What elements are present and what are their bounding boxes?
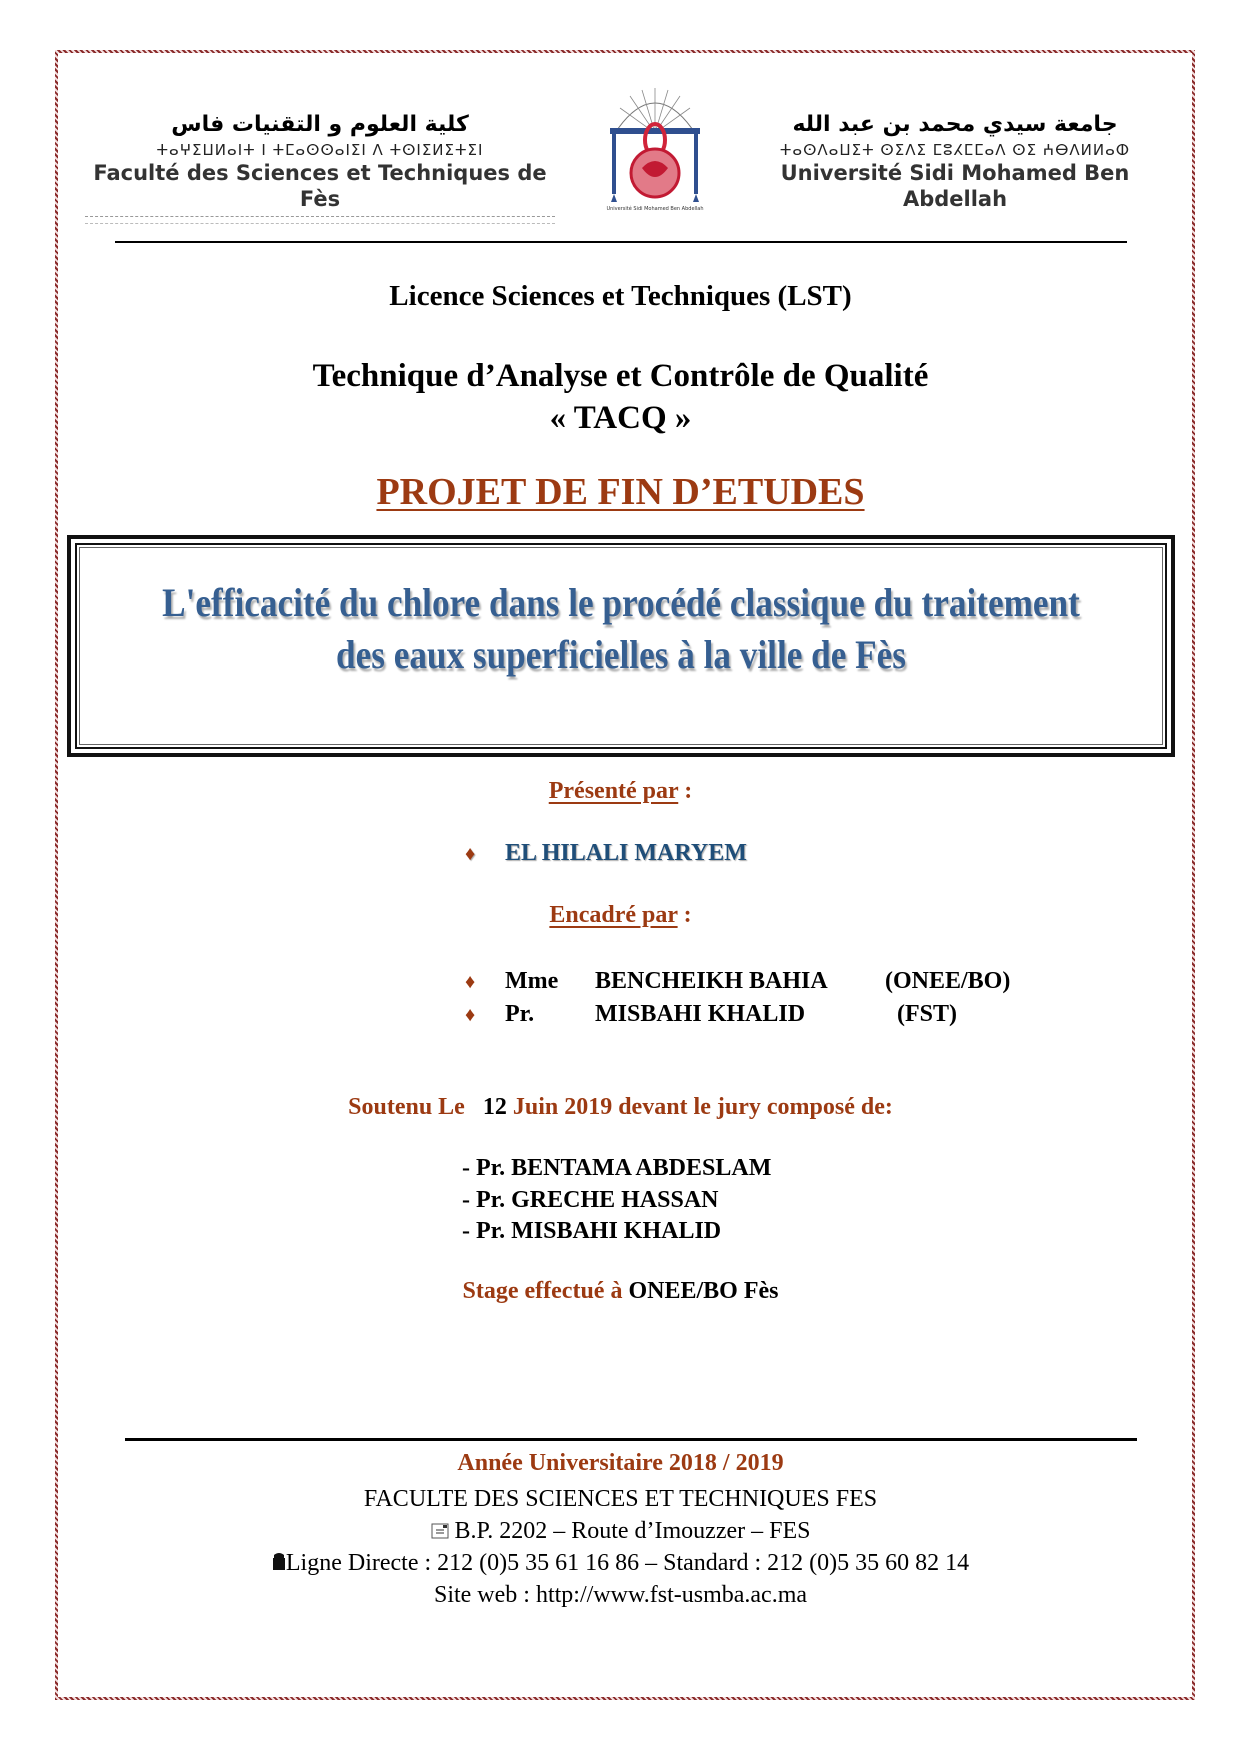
university-name-arabic: جامعة سيدي محمد بن عبد الله <box>792 112 1118 137</box>
internship-line <box>0 1278 1241 1305</box>
logo-divider <box>85 216 555 224</box>
thesis-title-line-2: des eaux superficielles à la ville de Fès <box>336 632 906 677</box>
student-row <box>465 840 747 867</box>
institution-name: FACULTE DES SCIENCES ET TECHNIQUES FES <box>363 1486 878 1512</box>
defense-prefix: Soutenu Le <box>348 1094 465 1120</box>
website-line[interactable]: Site web : http://www.fst-usmba.ac.ma <box>433 1582 808 1608</box>
diamond-bullet-icon: ♦ <box>465 1004 476 1026</box>
document-type-heading <box>0 470 1241 514</box>
diamond-bullet-icon: ♦ <box>465 843 476 865</box>
faculty-name-latin: Faculté des Sciences et Techniques de Fès <box>93 161 547 211</box>
supervised-by-heading: Encadré par : <box>549 902 692 928</box>
header-divider <box>115 241 1127 243</box>
document-type-label: PROJET DE FIN D’ETUDES <box>376 471 865 513</box>
supervisor-title: Mme <box>505 968 559 994</box>
defense-date: Juin 2019 devant le jury composé de: <box>512 1094 893 1120</box>
internship-place: ONEE/BO Fès <box>628 1278 779 1304</box>
university-logo <box>740 110 1170 212</box>
supervised-by-label: Encadré par <box>549 902 678 928</box>
supervisor-affiliation: (ONEE/BO) <box>885 968 1011 994</box>
internship-label: Stage effectué à <box>462 1278 623 1304</box>
track-name: Technique d’Analyse et Contrôle de Qualité <box>312 358 929 394</box>
student-name: EL HILALI MARYEM <box>505 840 747 866</box>
faculty-name-arabic: كلية العلوم و التقنيات فاس <box>171 112 469 137</box>
address-line <box>0 1518 1241 1546</box>
diamond-bullet-icon: ♦ <box>465 971 476 993</box>
university-name-tifinagh: ⵜⴰⵙⴷⴰⵡⵉⵜ ⵙⵉⴷⵉ ⵎⵓⵃⵎⵎⴰⴷ ⵙⵉ ⵄⴱⴷⵍⵍⴰⵀ <box>779 141 1131 159</box>
track-abbreviation: « TACQ » <box>549 400 692 436</box>
phone-line <box>0 1550 1241 1578</box>
defense-day: 12 <box>482 1094 507 1120</box>
degree-title: Licence Sciences et Techniques (LST) <box>389 280 852 312</box>
mailbox-icon <box>431 1519 449 1546</box>
supervisor-name: MISBAHI KHALID <box>595 1001 806 1027</box>
jury-member: - Pr. MISBAHI KHALID <box>462 1218 722 1244</box>
supervisor-title: Pr. <box>505 1001 535 1027</box>
supervisor-row <box>465 968 1010 995</box>
track-title <box>0 355 1241 439</box>
svg-text:Université Sidi Mohamed Ben Ab: Université Sidi Mohamed Ben Abdellah <box>606 206 704 212</box>
faculty-logo <box>70 110 570 224</box>
university-name-latin: Université Sidi Mohamed Ben Abdellah <box>780 161 1130 211</box>
jury-member: - Pr. BENTAMA ABDESLAM <box>462 1155 772 1181</box>
telephone-icon <box>272 1551 286 1578</box>
academic-year: Année Universitaire 2018 / 2019 <box>457 1450 784 1476</box>
jury-member: - Pr. GRECHE HASSAN <box>462 1187 719 1213</box>
thesis-title-box <box>67 535 1175 757</box>
postal-address: B.P. 2202 – Route d’Imouzzer – FES <box>454 1518 811 1544</box>
thesis-title-line-1: L'efficacité du chlore dans le procédé classique du traitement <box>162 580 1080 625</box>
supervisor-affiliation: (FST) <box>897 1001 957 1027</box>
supervisor-name: BENCHEIKH BAHIA <box>595 968 828 994</box>
faculty-name-tifinagh: ⵜⴰⵖⵉⵡⵍⴰⵏⵜ ⵏ ⵜⵎⴰⵙⵙⴰⵏⵉⵏ ⴷ ⵜⵙⵏⵉⵍⵉⵜⵉⵏ <box>156 141 484 159</box>
presented-by-label: Présenté par <box>548 778 679 804</box>
presented-by-heading: Présenté par : <box>548 778 693 804</box>
defense-line <box>0 1094 1241 1121</box>
university-emblem-icon <box>600 78 710 213</box>
thesis-title <box>137 577 1105 681</box>
supervisor-row <box>465 1001 957 1028</box>
footer-divider <box>125 1438 1137 1441</box>
phone-numbers: Ligne Directe : 212 (0)5 35 61 16 86 – Standard : 212 (0)5 35 60 82 14 <box>285 1550 970 1576</box>
